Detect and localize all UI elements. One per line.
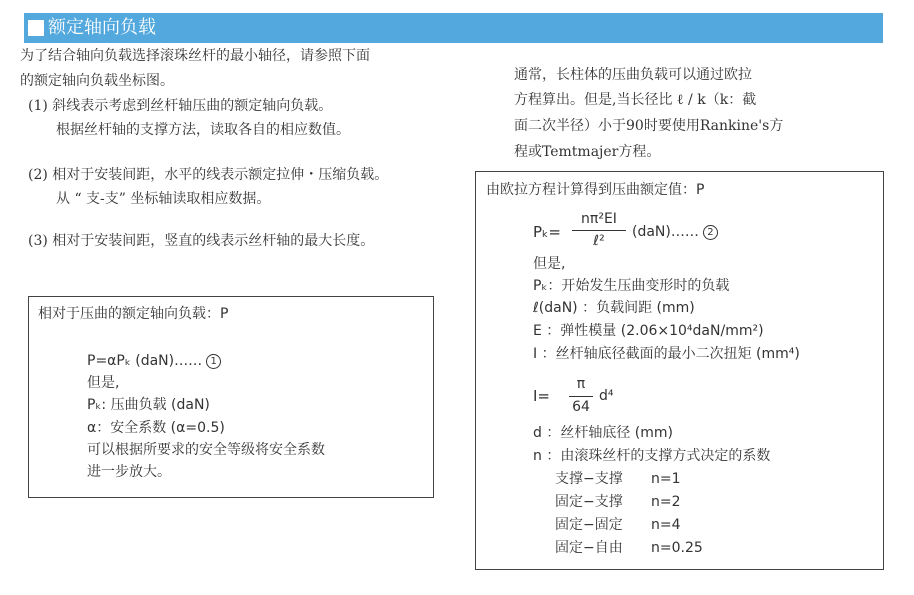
note-3-line-1: (3) 相对于安装间距，竖直的线表示丝杆轴的最大长度。 <box>28 233 375 249</box>
euler-text-line-3: 面二次半径）小于90时要使用Rankine's方 <box>514 118 784 134</box>
left-box-title: 相对于压曲的额定轴向负载：P <box>38 306 229 322</box>
i-fraction-line <box>569 396 593 397</box>
pk-lhs: Pₖ= <box>533 223 562 241</box>
euler-text-line-2: 方程算出。但是,当长径比 ℓ / k（k：截 <box>514 92 757 108</box>
i-denominator: 64 <box>572 399 590 415</box>
support-value: n=1 <box>651 471 681 487</box>
left-but: 但是, <box>87 375 120 391</box>
pk-fraction-line <box>572 230 626 231</box>
euler-text-line-1: 通常，长柱体的压曲负载可以通过欧拉 <box>514 67 752 83</box>
pk-numerator: nπ²EI <box>581 211 617 227</box>
alpha-definition: α：安全系数 (α=0.5) <box>87 420 225 436</box>
safety-note-1: 可以根据所要求的安全等级将安全系数 <box>87 442 325 458</box>
pk-unit <box>632 222 718 242</box>
euler-box <box>475 171 884 570</box>
note-1-line-1: (1) 斜线表示考虑到丝杆轴压曲的额定轴向负载。 <box>28 98 333 114</box>
i-lhs: I= <box>533 387 550 405</box>
note-1-line-2: 根据丝杆轴的支撑方法，读取各自的相应数值。 <box>56 122 350 138</box>
i-meaning: I ：丝杆轴底径截面的最小二次扭矩 (mm⁴) <box>533 346 800 362</box>
support-method: 固定−支撑 <box>555 494 623 510</box>
note-2-line-2: 从 “ 支-支” 坐标轴读取相应数据。 <box>56 191 271 207</box>
intro-line-2: 的额定轴向负载坐标图。 <box>20 73 174 89</box>
section-title: 额定轴向负载 <box>48 17 156 38</box>
e-meaning: E ：弹性模量 (2.06×10⁴daN/mm²) <box>533 323 764 339</box>
support-value: n=4 <box>651 517 681 533</box>
formula-1 <box>87 351 221 371</box>
intro-line-1: 为了结合轴向负载选择滚珠丝杆的最小轴径，请参照下面 <box>20 48 370 64</box>
right-box-title: 由欧拉方程计算得到压曲额定值：P <box>486 182 705 198</box>
rated-load-box <box>28 296 434 498</box>
right-but: 但是, <box>533 256 566 272</box>
square-bullet-icon <box>28 20 44 36</box>
formula-1-number: 1 <box>206 354 221 369</box>
section-header <box>24 13 883 43</box>
pk-meaning: Pₖ：开始发生压曲变形时的负载 <box>533 278 730 294</box>
note-2-line-1: (2) 相对于安装间距，水平的线表示额定拉伸・压缩负载。 <box>28 167 389 183</box>
support-method: 固定−自由 <box>555 540 623 556</box>
l-meaning: ℓ(daN) ：负载间距 (mm) <box>533 300 695 316</box>
support-value: n=2 <box>651 494 681 510</box>
support-value: n=0.25 <box>651 540 703 556</box>
formula-1-text: P=αPₖ (daN)…… <box>87 353 203 369</box>
i-tail: d⁴ <box>599 388 614 404</box>
safety-note-2: 进一步放大。 <box>87 464 171 480</box>
formula-2-number: 2 <box>703 225 718 240</box>
euler-text-line-4: 程或Temtmajer方程。 <box>514 144 661 160</box>
support-method: 固定−固定 <box>555 517 623 533</box>
pk-definition: Pₖ: 压曲负载 (daN) <box>87 397 210 413</box>
d-meaning: d ：丝杆轴底径 (mm) <box>533 425 673 441</box>
pk-unit-text: (daN)…… <box>632 224 699 240</box>
i-numerator: π <box>576 376 586 392</box>
support-method: 支撑−支撑 <box>555 471 623 487</box>
pk-denominator: ℓ² <box>593 233 605 249</box>
n-meaning: n ：由滚珠丝杆的支撑方式决定的系数 <box>533 448 771 464</box>
